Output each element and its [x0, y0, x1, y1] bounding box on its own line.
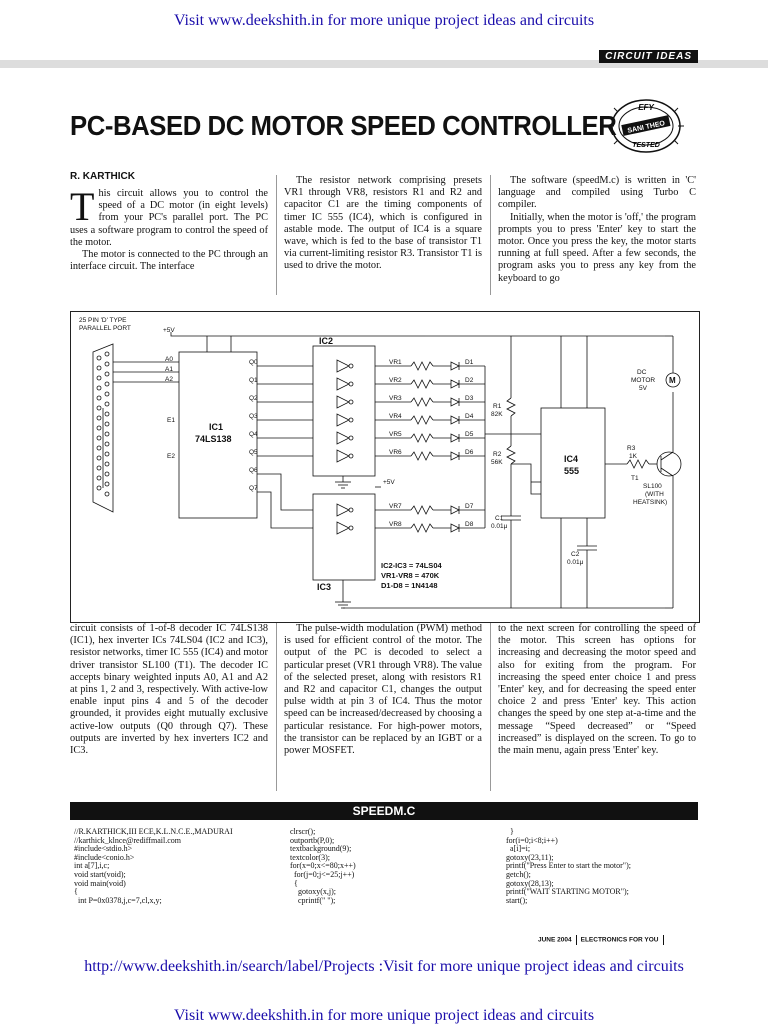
col3-top: [498, 175, 696, 285]
r2-label: R2: [493, 451, 502, 458]
drop-cap: T: [70, 184, 95, 229]
t1-label: T1: [631, 475, 639, 482]
motor-label: MOTOR: [631, 377, 656, 384]
col1-bottom-p1: circuit consists of 1-of-8 decoder IC 74LS138 (IC1), hex inverter ICs 74LS04 (IC2 and IC3), resistor networks, timer IC 555 (IC4) and motor driver transistor SL100 (T1). The decoder IC accepts binary weighted inputs A0, A1 and A2 at pins 1, 2 and 3, respectively. With active-low enable input pins 4 and 5 of the decoder grounded, it provides eight mutually exclusive active-low outputs (Q0 through Q7). These outputs are inverted by hex inverters IC2 and IC3.: [70, 623, 268, 757]
column-rule: [490, 623, 491, 791]
svg-text:VR6: VR6: [389, 449, 402, 456]
c2-value: 0.01μ: [567, 559, 584, 566]
article-title: PC-BASED DC MOTOR SPEED CONTROLLER: [70, 110, 617, 141]
col1-top-p2: The motor is connected to the PC through an interface circuit. The interface: [70, 249, 268, 273]
listing-title: SPEEDM.C: [70, 802, 698, 820]
component-note: IC2-IC3 = 74LS04: [381, 561, 442, 570]
r3-label: R3: [627, 445, 636, 452]
vcc-label: +5V: [163, 327, 175, 334]
input-a1: A1: [165, 366, 173, 373]
footer-date: JUNE 2004: [538, 936, 572, 944]
col2-top: [284, 175, 482, 273]
code-column-3: } for(i=0;i<8;i++) a[i]=i; gotoxy(23,11); printf("Press Enter to start the motor"); getch(); gotoxy(28,13); printf("WAIT STARTING MOTOR"); start();: [506, 827, 631, 905]
code-column-2: clrscr(); outportb(P,0); textbackground(9); textcolor(3); for(x=0;x<=80;x++) for(j=0;j<=25;j++) { gotoxy(x,j); cprintf(" ");: [290, 827, 356, 905]
t1-part: SL100: [643, 483, 662, 490]
section-tag: CIRCUIT IDEAS: [599, 50, 698, 63]
c1-label: C1: [495, 515, 504, 522]
col3-bottom-p1: to the next screen for controlling the speed of the motor. This screen has options for increasing and decreasing the motor speed and also for exiting from the program. For increasing the speed enter choice 1 and press 'Enter' key, and for decreasing the speed enter choice 2 and press 'Enter' key. This action changes the speed by one step at-a-time and the message “Speed decreased” or “Speed increased” is displayed on the screen. To go to the main menu, again press 'Enter' key.: [498, 623, 696, 757]
r3-value: 1K: [629, 453, 637, 460]
bottom-banner-link[interactable]: Visit www.deekshith.in for more unique project ideas and circuits: [173, 1007, 595, 1024]
ic1-part: 74LS138: [195, 434, 232, 444]
stamp-bottom-text: TESTED: [632, 142, 660, 149]
column-rule: [490, 175, 491, 295]
col3-top-p2: Initially, when the motor is 'off,' the program prompts you to press 'Enter' key to start the motor. Once you press the key, the motor starts running at full speed. After a few seconds, the program asks you to press any key from the keyboard to go: [498, 211, 696, 284]
svg-text:D8: D8: [465, 521, 474, 528]
svg-text:Q1: Q1: [249, 377, 258, 384]
svg-text:Q5: Q5: [249, 449, 258, 456]
svg-text:VR8: VR8: [389, 521, 402, 528]
svg-text:D3: D3: [465, 395, 474, 402]
svg-text:VR2: VR2: [389, 377, 402, 384]
svg-text:Q2: Q2: [249, 395, 258, 402]
svg-text:Q3: Q3: [249, 413, 258, 420]
circuit-diagram: [70, 311, 700, 623]
motor-label: 5V: [639, 385, 647, 392]
col2-bottom-p1: The pulse-width modulation (PWM) method is used for efficient control of the motor. The output of the PC is decoded to select a particular preset (VR1 through VR8). The value of the selected preset, along with resistors R1 and R2 and capacitor C1, changes the output pulse width at pin 3 of IC4. Thus the motor speed can be increased/decreased by choosing a particular resistance. For high-power motors, the transistor can be replaced by an IGBT or a power MOSFET.: [284, 623, 482, 757]
port-label: PARALLEL PORT: [79, 325, 131, 332]
page-footer: [538, 935, 668, 945]
code-column-1: //R.KARTHICK,III ECE,K.L.N.C.E.,MADURAI //karthick_klnce@rediffmail.com #include<stdio.h> #include<conio.h> int a[7],i,c; void start(void); void main(void) { int P=0x0378,j,c=7,cl,x,y;: [74, 827, 233, 905]
c2-label: C2: [571, 551, 580, 558]
r1-value: 82K: [491, 411, 503, 418]
ic4-part: 555: [564, 466, 580, 476]
col1-top-p1: his circuit allows you to control the speed of a DC motor (in eight levels) from your PC's parallel port. The PC uses a software program to control the speed of the motor.: [70, 188, 268, 248]
svg-text:D1: D1: [465, 359, 474, 366]
inverters-ic2: [337, 360, 353, 462]
col2-top-p1: The resistor network comprising presets VR1 through VR8, resistors R1 and R2 and capacitor C1 are the timing components of timer IC 555 (IC4), which is configured in astable mode. The output of IC4 is a square wave, which is fed to the base of transistor T1 via current-limiting resistor R3. Transistor T1 is used to drive the motor.: [284, 175, 482, 272]
col2-bottom: [284, 623, 482, 757]
col3-bottom: [498, 623, 696, 757]
r2-value: 56K: [491, 459, 503, 466]
svg-text:D2: D2: [465, 377, 474, 384]
author-name: R. KARTHICK: [70, 171, 135, 182]
t1-note: HEATSINK): [633, 499, 668, 506]
svg-text:VR4: VR4: [389, 413, 402, 420]
tested-stamp: [604, 96, 688, 156]
middle-banner-link[interactable]: http://www.deekshith.in/search/label/Projects :Visit for more unique project ideas and circuits: [84, 958, 684, 975]
ic2-label: IC2: [319, 336, 334, 346]
port-label: 25 PIN 'D' TYPE: [79, 317, 127, 324]
input-a0: A0: [165, 356, 173, 363]
ic2-box: [313, 346, 375, 476]
component-note: VR1-VR8 = 470K: [381, 571, 440, 580]
col1-bottom: [70, 623, 268, 757]
schematic: [71, 312, 699, 622]
c1-value: 0.01μ: [491, 523, 508, 530]
svg-text:Q6: Q6: [249, 467, 258, 474]
input-a2: A2: [165, 376, 173, 383]
svg-text:VR1: VR1: [389, 359, 402, 366]
svg-text:D7: D7: [465, 503, 474, 510]
svg-text:VR5: VR5: [389, 431, 402, 438]
stamp-mid-text: SANI THEO: [626, 120, 666, 135]
t1-note: (WITH: [645, 491, 664, 498]
top-banner-link[interactable]: Visit www.deekshith.in for more unique project ideas and circuits: [173, 12, 595, 29]
motor-letter: M: [669, 376, 676, 385]
ic3-box: [313, 494, 375, 580]
svg-text:VR7: VR7: [389, 503, 402, 510]
ic1-label: IC1: [209, 422, 224, 432]
inverters-ic3: [337, 504, 353, 534]
ground-symbol: [335, 476, 351, 608]
footer-magazine: ELECTRONICS FOR YOU: [580, 936, 659, 944]
svg-text:VR3: VR3: [389, 395, 402, 402]
motor-label: DC: [637, 369, 647, 376]
col1-top: [70, 184, 268, 273]
ic4-label: IC4: [564, 454, 579, 464]
component-note: D1-D8 = 1N4148: [381, 581, 438, 590]
svg-text:Q7: Q7: [249, 485, 258, 492]
enable-e1: E1: [167, 417, 175, 424]
ic3-label: IC3: [317, 582, 332, 592]
svg-text:Q4: Q4: [249, 431, 258, 438]
svg-text:D5: D5: [465, 431, 474, 438]
r1-label: R1: [493, 403, 502, 410]
svg-text:D4: D4: [465, 413, 474, 420]
column-rule: [276, 175, 277, 295]
vcc-label: +5V: [383, 479, 395, 486]
stamp-top-text: EFY: [638, 103, 654, 112]
svg-text:D6: D6: [465, 449, 474, 456]
enable-e2: E2: [167, 453, 175, 460]
column-rule: [276, 623, 277, 791]
col3-top-p1: The software (speedM.c) is written in 'C' language and compiled using Turbo C compiler.: [498, 175, 696, 211]
svg-text:Q0: Q0: [249, 359, 258, 366]
